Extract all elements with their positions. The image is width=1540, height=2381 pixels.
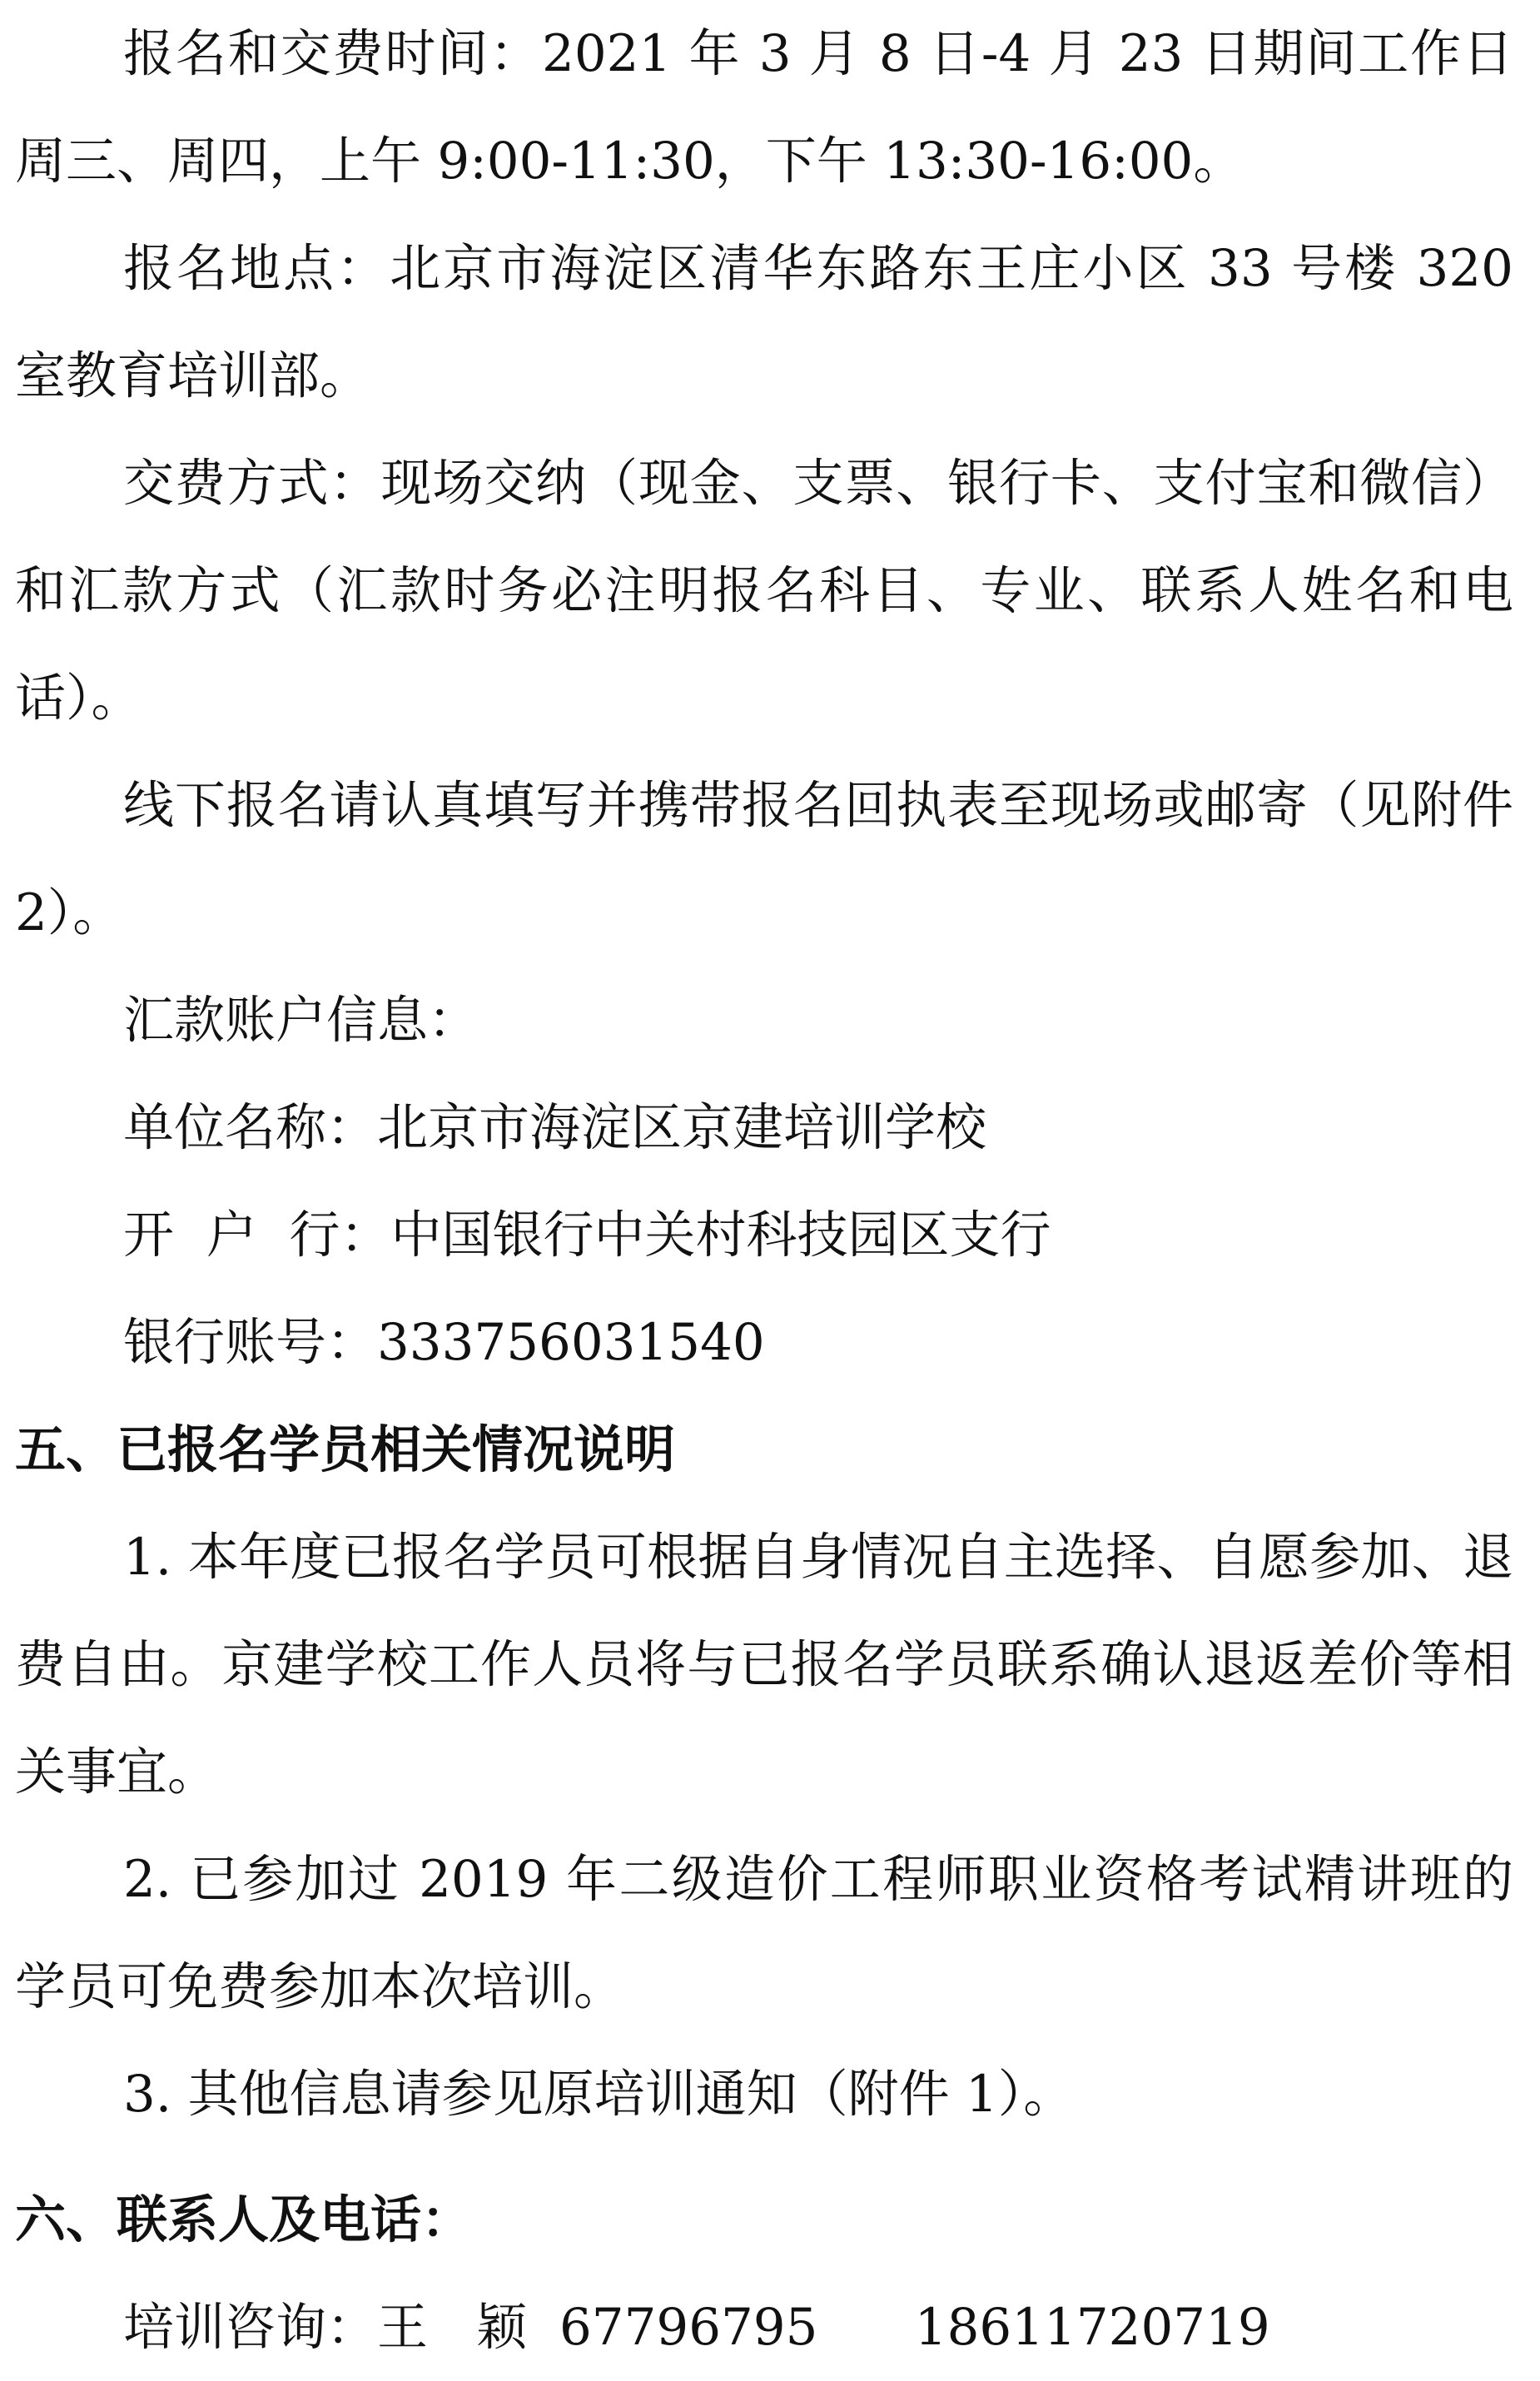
account-info-title: 汇款账户信息： bbox=[123, 991, 479, 1050]
payment-method: 交费方式：现场交纳（现金、支票、银行卡、支付宝和微信）和汇款方式（汇款时务必注明报名科目、专业、联系人姓名和电话）。 bbox=[15, 454, 1513, 728]
registration-time: 报名和交费时间：2021 年 3 月 8 日-4 月 23 日期间工作日周三、周四，上午 9:00-11:30，下午 13:30-16:00。 bbox=[15, 24, 1513, 191]
registration-location: 报名地点：北京市海淀区清华东路东王庄小区 33 号楼 320 室教育培训部。 bbox=[15, 239, 1513, 405]
section-5-heading: 五、已报名学员相关情况说明 bbox=[15, 1420, 676, 1479]
offline-registration-note: 线下报名请认真填写并携带报名回执表至现场或邮寄（见附件 2）。 bbox=[15, 776, 1513, 942]
section-6-heading: 六、联系人及电话： bbox=[15, 2190, 473, 2249]
spacer bbox=[15, 2148, 1513, 2166]
bank-account-number: 银行账号：333756031540 bbox=[123, 1313, 765, 1372]
contact-line: 培训咨询：王 颖 67796795 18611720719 bbox=[123, 2298, 1270, 2357]
section-5-item-3: 3. 其他信息请参见原培训通知（附件 1）。 bbox=[123, 2065, 1075, 2124]
document-page bbox=[15, 0, 1513, 2381]
unit-name: 单位名称：北京市海淀区京建培训学校 bbox=[123, 1098, 987, 1157]
bank-name: 开 户 行：中国银行中关村科技园区支行 bbox=[123, 1205, 1051, 1265]
section-5-item-1: 1. 本年度已报名学员可根据自身情况自主选择、自愿参加、退费自由。京建学校工作人员将与已报名学员联系确认退返差价等相关事宜。 bbox=[15, 1528, 1513, 1802]
section-5-item-2: 2. 已参加过 2019 年二级造价工程师职业资格考试精讲班的学员可免费参加本次培训。 bbox=[15, 1850, 1513, 2016]
